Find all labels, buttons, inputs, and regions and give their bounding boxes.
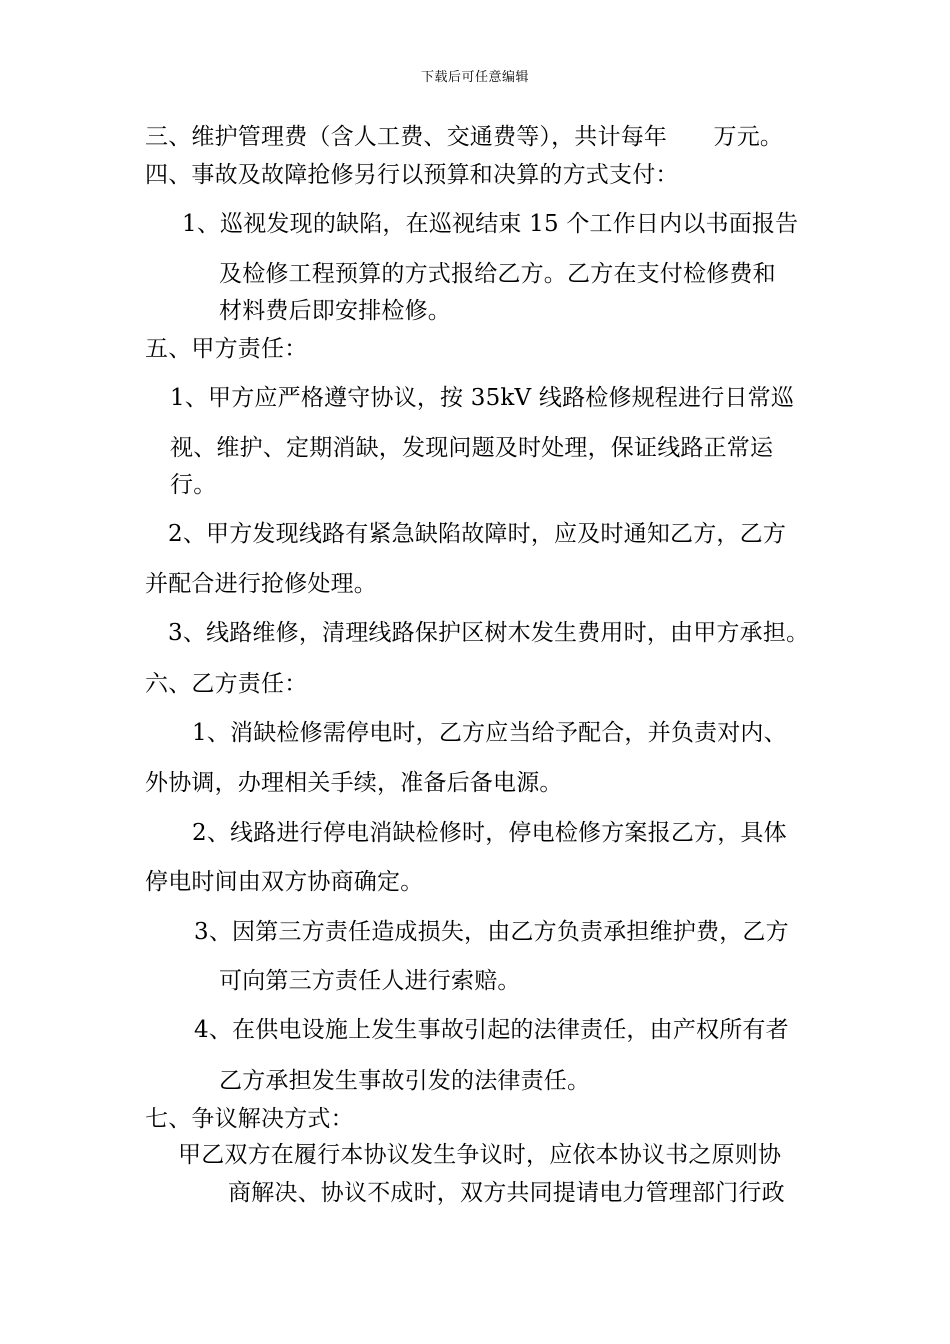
section-5-item-1-line-2: 视、维护、定期消缺，发现问题及时处理，保证线路正常运 xyxy=(170,435,774,461)
section-6-party-b-duty: 六、乙方责任： xyxy=(145,671,308,697)
section-6-item-4-line-2: 乙方承担发生事故引发的法律责任。 xyxy=(219,1068,591,1094)
section-5-party-a-duty: 五、甲方责任： xyxy=(145,336,308,362)
section-4-item-1-line-2: 及检修工程预算的方式报给乙方。乙方在支付检修费和 xyxy=(219,261,776,287)
section-6-item-2-line-2: 停电时间由双方协商确定。 xyxy=(145,869,424,895)
section-4-item-1-line-3: 材料费后即安排检修。 xyxy=(219,298,451,324)
section-5-item-1-line-1: 1、甲方应严格遵守协议，按 35kV 线路检修规程进行日常巡 xyxy=(170,385,795,411)
section-7-text-line-2: 商解决、协议不成时，双方共同提请电力管理部门行政 xyxy=(228,1180,785,1206)
section-6-item-1-line-1: 1、消缺检修需停电时，乙方应当给予配合，并负责对内、 xyxy=(192,720,787,746)
page-header: 下载后可任意编辑 xyxy=(420,70,529,85)
section-5-item-2-line-1: 2、甲方发现线路有紧急缺陷故障时，应及时通知乙方，乙方 xyxy=(168,521,787,547)
section-5-item-2-line-2: 并配合进行抢修处理。 xyxy=(145,571,377,597)
section-6-item-3-line-2: 可向第三方责任人进行索赔。 xyxy=(219,968,521,994)
section-3-maintenance-fee: 三、维护管理费（含人工费、交通费等），共计每年 万元。 xyxy=(145,124,784,150)
section-6-item-1-line-2: 外协调，办理相关手续，准备后备电源。 xyxy=(145,770,563,796)
section-6-item-3-line-1: 3、因第三方责任造成损失，由乙方负责承担维护费，乙方 xyxy=(194,919,789,945)
section-4-item-1-line-1: 1、巡视发现的缺陷，在巡视结束 15 个工作日内以书面报告 xyxy=(182,211,799,237)
section-7-dispute-resolution: 七、争议解决方式： xyxy=(145,1106,354,1132)
section-5-item-1-line-3: 行。 xyxy=(170,472,217,498)
section-6-item-2-line-1: 2、线路进行停电消缺检修时，停电检修方案报乙方，具体 xyxy=(192,820,787,846)
section-7-text-line-1: 甲乙双方在履行本协议发生争议时，应依本协议书之原则协 xyxy=(178,1142,782,1168)
section-6-item-4-line-1: 4、在供电设施上发生事故引起的法律责任，由产权所有者 xyxy=(194,1017,789,1043)
section-5-item-3: 3、线路维修，清理线路保护区树木发生费用时，由甲方承担。 xyxy=(168,620,810,646)
section-4-repair-payment: 四、事故及故障抢修另行以预算和决算的方式支付： xyxy=(145,162,679,188)
